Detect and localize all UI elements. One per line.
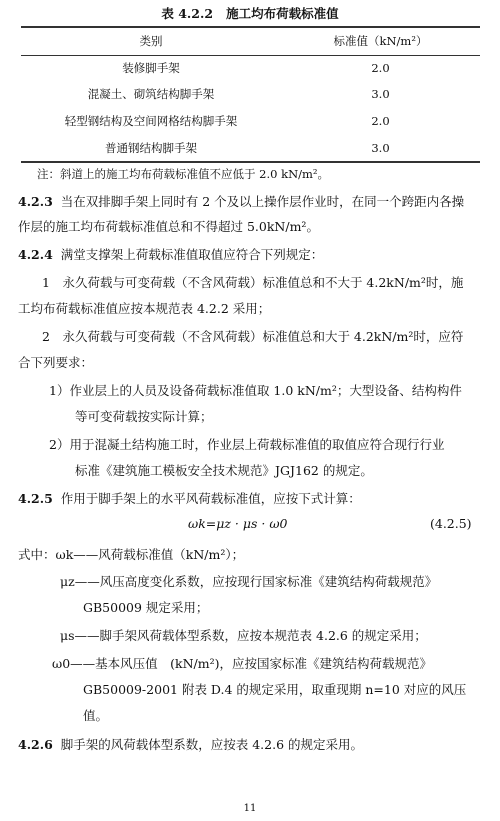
symbol-muz-definition-line2: GB50009 规定采用；	[83, 600, 209, 615]
table-note: 注：斜道上的施工均布荷载标准值不应低于 2.0 kN/m²。	[37, 167, 330, 181]
clause-4-2-3-line1: 4.2.3 当在双排脚手架上同时有 2 个及以上操作层作业时，在同一个跨距内各操	[18, 194, 465, 209]
formula-4-2-5: ωk=μz · μs · ω0	[188, 516, 288, 531]
symbol-w0-definition-line2: GB50009-2001 附表 D.4 的规定采用，取重现期 n=10 对应的风压	[83, 682, 467, 697]
formula-number: (4.2.5)	[430, 516, 472, 531]
table-row	[21, 134, 480, 161]
symbol-w0-definition-line1: ω0——基本风压值 (kN/m²)，应按国家标准《建筑结构荷载规范》	[52, 656, 432, 671]
table-cell-category: 轻型钢结构及空间网格结构脚手架	[64, 113, 238, 128]
page-number: 11	[243, 803, 257, 814]
load-table	[21, 27, 480, 161]
table-caption-title: 施工均布荷载标准值	[226, 6, 339, 21]
clause-4-2-4-sub1-line1: 1）作业层上的人员及设备荷载标准值取 1.0 kN/m²；大型设备、结构构件	[49, 383, 462, 398]
table-cell-category: 混凝土、砌筑结构脚手架	[87, 86, 215, 101]
clause-4-2-4-item1-line2: 工均布荷载标准值应按本规范表 4.2.2 采用；	[18, 301, 271, 316]
table-cell-value: 3.0	[371, 86, 390, 101]
symbol-wk-definition: 式中：ωk——风荷载标准值（kN/m²）；	[18, 547, 245, 562]
clause-number: 4.2.3	[18, 194, 53, 209]
table-caption	[0, 4, 500, 22]
clause-4-2-3-line2: 作层的施工均布荷载标准值总和不得超过 5.0kN/m²。	[18, 219, 319, 234]
clause-4-2-5-intro: 4.2.5 作用于脚手架上的水平风荷载标准值，应按下式计算：	[18, 491, 361, 506]
clause-4-2-4-intro: 4.2.4 满堂支撑架上荷载标准值取值应符合下列规定：	[18, 247, 324, 262]
clause-4-2-4-item2-line1: 2 永久荷载与可变荷载（不含风荷载）标准值总和大于 4.2kN/m²时，应符	[42, 329, 464, 344]
clause-number: 4.2.6	[18, 737, 53, 752]
table-row	[21, 80, 480, 107]
table-cell-value: 3.0	[371, 140, 390, 155]
table-cell-category: 装修脚手架	[122, 60, 180, 75]
table-bottom-rule	[21, 161, 480, 163]
symbol-w0-definition-line3: 值。	[83, 708, 109, 723]
clause-4-2-4-sub2-line2: 标准《建筑施工模板安全技术规范》JGJ162 的规定。	[75, 463, 373, 478]
symbol-mus-definition: μs——脚手架风荷载体型系数，应按本规范表 4.2.6 的规定采用；	[60, 628, 427, 643]
table-cell-value: 2.0	[371, 60, 390, 75]
clause-4-2-4-sub2-line1: 2）用于混凝土结构施工时，作业层上荷载标准值的取值应符合现行行业	[49, 437, 445, 452]
table-row	[21, 107, 480, 134]
symbol-muz-definition-line1: μz——风压高度变化系数，应按现行国家标准《建筑结构荷载规范》	[60, 574, 438, 589]
table-header-row	[21, 27, 480, 55]
table-cell-value: 2.0	[371, 113, 390, 128]
clause-4-2-4-sub1-line2: 等可变荷载按实际计算；	[75, 409, 213, 424]
clause-4-2-4-item1-line1: 1 永久荷载与可变荷载（不含风荷载）标准值总和不大于 4.2kN/m²时，施	[42, 275, 464, 290]
clause-4-2-4-item2-line2: 合下列要求：	[18, 355, 94, 370]
table-header-cell: 标准值（kN/m²）	[333, 34, 428, 48]
clause-4-2-6: 4.2.6 脚手架的风荷载体型系数，应按表 4.2.6 的规定采用。	[18, 737, 364, 752]
table-row	[21, 55, 480, 80]
clause-number: 4.2.5	[18, 491, 53, 506]
clause-number: 4.2.4	[18, 247, 53, 262]
table-cell-category: 普通钢结构脚手架	[105, 140, 197, 155]
table-header-cell: 类别	[139, 34, 163, 48]
table-caption-number: 表 4.2.2	[161, 6, 214, 21]
